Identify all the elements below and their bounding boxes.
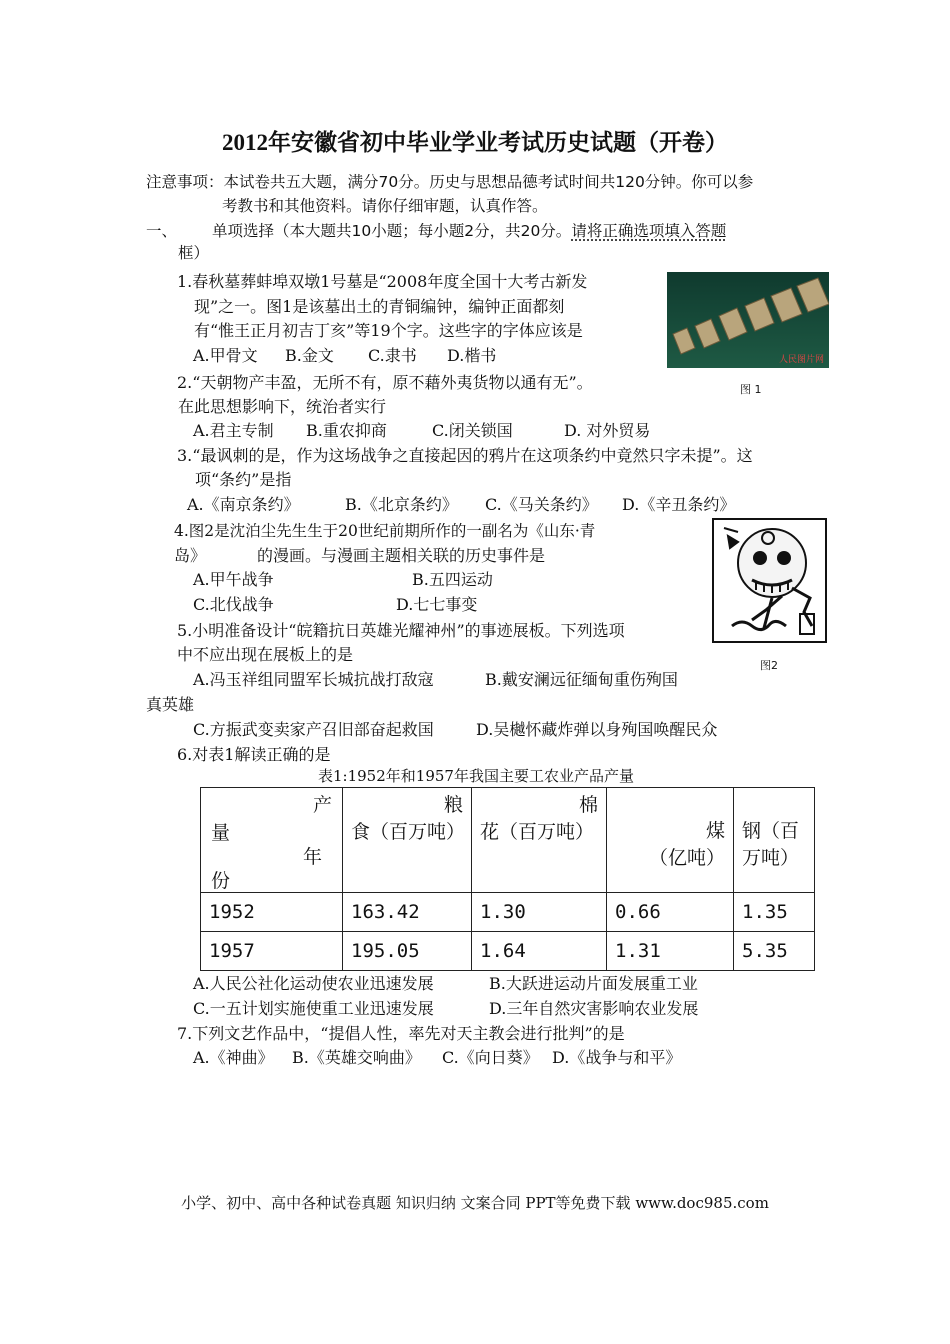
header-cotton-top: 棉: [578, 794, 598, 816]
q1-line-1: 1.春秋墓葬蚌埠双墩1号墓是“2008年度全国十大考古新发: [177, 272, 588, 291]
q5-option-b-wrap: 真英雄: [146, 695, 195, 714]
table-caption: 表1:1952年和1957年我国主要工农业产品产量: [318, 767, 634, 785]
page-footer[interactable]: 小学、初中、高中各种试卷真题 知识归纳 文案合同 PPT等免费下载 www.doc985.com: [181, 1194, 769, 1212]
q1-option-c: C.隶书: [368, 346, 417, 365]
figure-1-watermark: 人民图片网: [779, 355, 825, 365]
q3-option-d: D.《辛丑条约》: [622, 495, 736, 514]
header-coal: [607, 788, 734, 893]
q2-option-d: D. 对外贸易: [564, 421, 651, 440]
q5-option-c: C.方振武变卖家产召旧部奋起救国: [193, 720, 434, 739]
q4-option-b: B.五四运动: [412, 570, 493, 589]
q1-option-b: B.金文: [285, 346, 334, 365]
q1-option-d: D.楷书: [447, 346, 497, 365]
header-corner-left: 量: [211, 822, 231, 844]
section-number: 一、: [146, 222, 178, 240]
q7-option-b: B.《英雄交响曲》: [292, 1048, 421, 1067]
header-grain: [343, 788, 472, 893]
cell-steel-1957: 5.35: [734, 932, 815, 971]
q3-line-2: 项“条约”是指: [195, 470, 292, 489]
cell-cotton-1952: 1.30: [472, 893, 607, 932]
section-heading-emphasis: 请将正确选项填入答题: [571, 222, 727, 240]
q6-option-a: A.人民公社化运动使农业迅速发展: [193, 974, 434, 993]
figure-1-bronze-bells: [667, 272, 829, 368]
q5-line-1: 5.小明准备设计“皖籍抗日英雄光耀神州”的事迹展板。下列选项: [177, 621, 625, 640]
q4-option-d: D.七七事变: [396, 595, 478, 614]
header-corner-bottom: 份: [211, 870, 231, 892]
figure-2-caption: 图2: [760, 659, 778, 672]
q7-option-d: D.《战争与和平》: [552, 1048, 682, 1067]
header-cotton: [472, 788, 607, 893]
q2-option-c: C.闭关锁国: [432, 421, 513, 440]
q3-line-1: 3.“最讽刺的是，作为这场战争之直接起因的鸦片在这项条约中竟然只字未提”。这: [177, 446, 753, 465]
table-header-row: [201, 788, 815, 893]
q1-line-2: 现”之一。图1是该墓出土的青铜编钟，编钟正面都刻: [194, 297, 565, 316]
q2-option-b: B.重农抑商: [306, 421, 387, 440]
cell-year-1957: 1957: [201, 932, 343, 971]
production-table: [200, 787, 815, 971]
q4-line-2a: 岛》: [174, 546, 207, 565]
q3-option-b: B.《北京条约》: [345, 495, 458, 514]
q7-option-a: A.《神曲》: [193, 1048, 274, 1067]
q4-option-a: A.甲午战争: [193, 570, 274, 589]
header-corner: [201, 788, 343, 893]
q6-option-c: C.一五计划实施使重工业迅速发展: [193, 999, 434, 1018]
header-steel: [734, 788, 815, 893]
q3-option-c: C.《马关条约》: [485, 495, 598, 514]
header-corner-right: 年: [302, 846, 322, 868]
header-grain-rest: 食（百万吨）: [351, 821, 466, 843]
header-steel-text: 钢（百万吨）: [742, 820, 800, 869]
notice-line-1: 注意事项：本试卷共五大题，满分70分。历史与思想品德考试时间共120分钟。你可以参: [146, 173, 754, 191]
header-cotton-rest: 花（百万吨）: [480, 821, 595, 843]
header-corner-top: 产: [312, 794, 332, 816]
q1-option-a: A.甲骨文: [193, 346, 258, 365]
cell-coal-1957: 1.31: [607, 932, 734, 971]
q2-line-1: 2.“天朝物产丰盈，无所不有，原不藉外夷货物以通有无”。: [177, 373, 593, 392]
header-coal-rest: （亿吨）: [648, 847, 725, 869]
q4-line-2b: 的漫画。与漫画主题相关联的历史事件是: [257, 546, 546, 565]
notice-line-2: 考教书和其他资料。请你仔细审题，认真作答。: [222, 197, 548, 215]
q7-line-1: 7.下列文艺作品中，“提倡人性，率先对天主教会进行批判”的是: [177, 1024, 625, 1043]
table-row: [201, 932, 815, 971]
page-title: 2012年安徽省初中毕业学业考试历史试题（开卷）: [222, 130, 728, 155]
table-row: [201, 893, 815, 932]
cell-steel-1952: 1.35: [734, 893, 815, 932]
q2-line-2: 在此思想影响下，统治者实行: [178, 397, 387, 416]
cell-year-1952: 1952: [201, 893, 343, 932]
section-heading-text: 单项选择（本大题共10小题；每小题2分，共20分。: [212, 222, 572, 240]
cell-coal-1952: 0.66: [607, 893, 734, 932]
q4-line-1: 4.图2是沈泊尘先生生于20世纪前期所作的一副名为《山东·青: [174, 522, 596, 540]
section-heading: [212, 219, 726, 241]
q6-line-1: 6.对表1解读正确的是: [177, 745, 331, 764]
q3-option-a: A.《南京条约》: [187, 495, 300, 514]
cell-cotton-1957: 1.64: [472, 932, 607, 971]
figure-1-caption: 图 1: [740, 383, 762, 396]
q6-option-b: B.大跃进运动片面发展重工业: [489, 974, 698, 993]
q4-option-c: C.北伐战争: [193, 595, 274, 614]
cell-grain-1952: 163.42: [343, 893, 472, 932]
q5-option-b: B.戴安澜远征缅甸重伤殉国: [485, 670, 678, 689]
section-heading-end: 框）: [178, 244, 210, 262]
q5-option-d: D.吴樾怀藏炸弹以身殉国唤醒民众: [476, 720, 718, 739]
q5-line-2: 中不应出现在展板上的是: [177, 645, 354, 664]
q6-option-d: D.三年自然灾害影响农业发展: [489, 999, 699, 1018]
q2-option-a: A.君主专制: [193, 421, 274, 440]
cell-grain-1957: 195.05: [343, 932, 472, 971]
header-grain-top: 粮: [443, 794, 463, 816]
figure-2-cartoon: [712, 518, 827, 643]
q1-line-3: 有“惟王正月初吉丁亥”等19个字。这些字的字体应该是: [194, 321, 583, 340]
q7-option-c: C.《向日葵》: [442, 1048, 539, 1067]
header-coal-top: 煤: [705, 820, 725, 842]
q5-option-a: A.冯玉祥组同盟军长城抗战打敌寇: [193, 670, 434, 689]
